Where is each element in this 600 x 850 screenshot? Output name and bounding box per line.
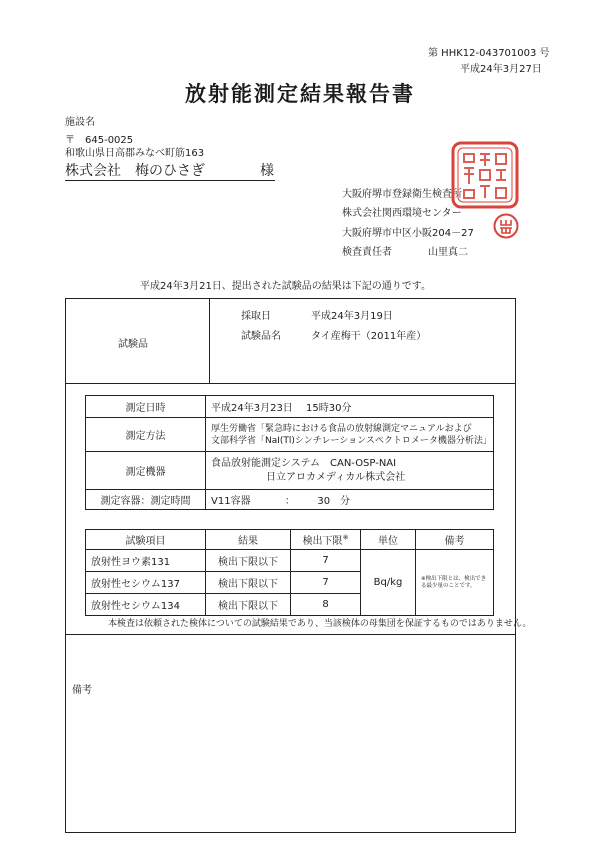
header-test-item: 試験項目: [86, 530, 206, 550]
measurement-container-row: [86, 490, 494, 510]
measurement-date-label: 測定日時: [86, 396, 206, 418]
issuer-registration: 大阪府堺市登録衛生検査所: [342, 189, 462, 200]
row-result: 検出下限以下: [206, 572, 291, 594]
measurement-date-value: 平成24年3月23日 15時30分: [206, 396, 494, 418]
sample-name-value: タイ産梅干（2011年産）: [311, 331, 427, 342]
table-row: [86, 550, 494, 572]
measurement-table: [85, 395, 494, 510]
collection-date-value: 平成24年3月19日: [311, 311, 393, 322]
unit-cell: Bq/kg: [361, 550, 416, 616]
header-remarks: 備考: [416, 530, 494, 550]
document-number: 第 HHK12-043701003 号: [428, 48, 550, 59]
container-colon: ：: [284, 496, 295, 507]
measurement-container-label: 測定容器：測定時間: [86, 490, 206, 510]
measurement-time: 30 分: [317, 496, 351, 507]
measurement-method-row: [86, 418, 494, 452]
row-item: 放射性セシウム137: [86, 572, 206, 594]
method-line-1: 厚生労働省「緊急時における食品の放射線測定マニュアルおよび: [211, 423, 472, 434]
sample-box: [65, 298, 516, 384]
equipment-line-2: 日立アロカメディカル株式会社: [266, 471, 406, 483]
row-limit: 7: [291, 572, 361, 594]
equipment-line-1: 食品放射能測定システム CAN-OSP-NAI: [211, 457, 397, 469]
measurement-method-label: 測定方法: [86, 418, 206, 452]
sample-divider: [209, 299, 210, 383]
measurement-equipment-label: 測定機器: [86, 452, 206, 490]
measurement-method-value: [206, 418, 494, 452]
measurement-equipment-row: [86, 452, 494, 490]
row-result: 検出下限以下: [206, 550, 291, 572]
measurement-container-value: [206, 490, 494, 510]
row-result: 検出下限以下: [206, 594, 291, 616]
issue-date: 平成24年3月27日: [460, 64, 542, 75]
collection-date-label: 採取日: [241, 311, 271, 322]
row-item: 放射性セシウム134: [86, 594, 206, 616]
header-unit: 単位: [361, 530, 416, 550]
results-table: [85, 529, 494, 616]
facility-label: 施設名: [65, 117, 95, 128]
measurement-date-row: [86, 396, 494, 418]
inspector-name: 山里真二: [428, 247, 468, 258]
issuer-address: 大阪府堺市中区小阪204－27: [342, 228, 474, 239]
row-limit: 7: [291, 550, 361, 572]
recipient-address: 和歌山県日高郡みなべ町筋163: [65, 148, 205, 159]
recipient-company: 株式会社 梅のひさぎ: [65, 163, 205, 179]
container-type: V11容器: [211, 496, 251, 507]
results-header-row: [86, 530, 494, 550]
inspector-label: 検査責任者: [342, 247, 392, 258]
method-line-2: 文部科学省「NaI(Tl)シンチレーションスペクトロメータ機器分析法」: [211, 435, 492, 446]
sample-name-label: 試験品名: [241, 331, 281, 342]
row-limit: 8: [291, 594, 361, 616]
disclaimer: 本検査は依頼された検体についての試験結果であり、当該検体の母集団を保証するものではありません。: [108, 619, 532, 629]
intro-statement: 平成24年3月21日、提出された試験品の結果は下記の通りです。: [140, 281, 432, 292]
header-detection-limit: 検出下限※: [291, 530, 361, 550]
remarks-cell: [416, 550, 494, 616]
page-title: 放射能測定結果報告書: [185, 82, 415, 106]
sample-label: 試験品: [118, 339, 148, 350]
issuer-company: 株式会社関西環境センター: [342, 208, 462, 219]
measurement-equipment-value: [206, 452, 494, 490]
postal-code: 〒 645-0025: [65, 135, 134, 146]
remarks-label: 備考: [72, 685, 92, 696]
header-result: 結果: [206, 530, 291, 550]
detection-limit-mark: ※: [342, 533, 349, 542]
remarks-divider: [65, 634, 515, 635]
recipient-line: [65, 160, 275, 181]
detection-limit-note: ※検出下限とは、検出できる最少量のことです。: [421, 575, 487, 589]
row-item: 放射性ヨウ素131: [86, 550, 206, 572]
company-seal-stamp: [450, 140, 520, 210]
inspector-seal-stamp: [493, 213, 519, 239]
recipient-honorific: 様: [260, 163, 274, 179]
